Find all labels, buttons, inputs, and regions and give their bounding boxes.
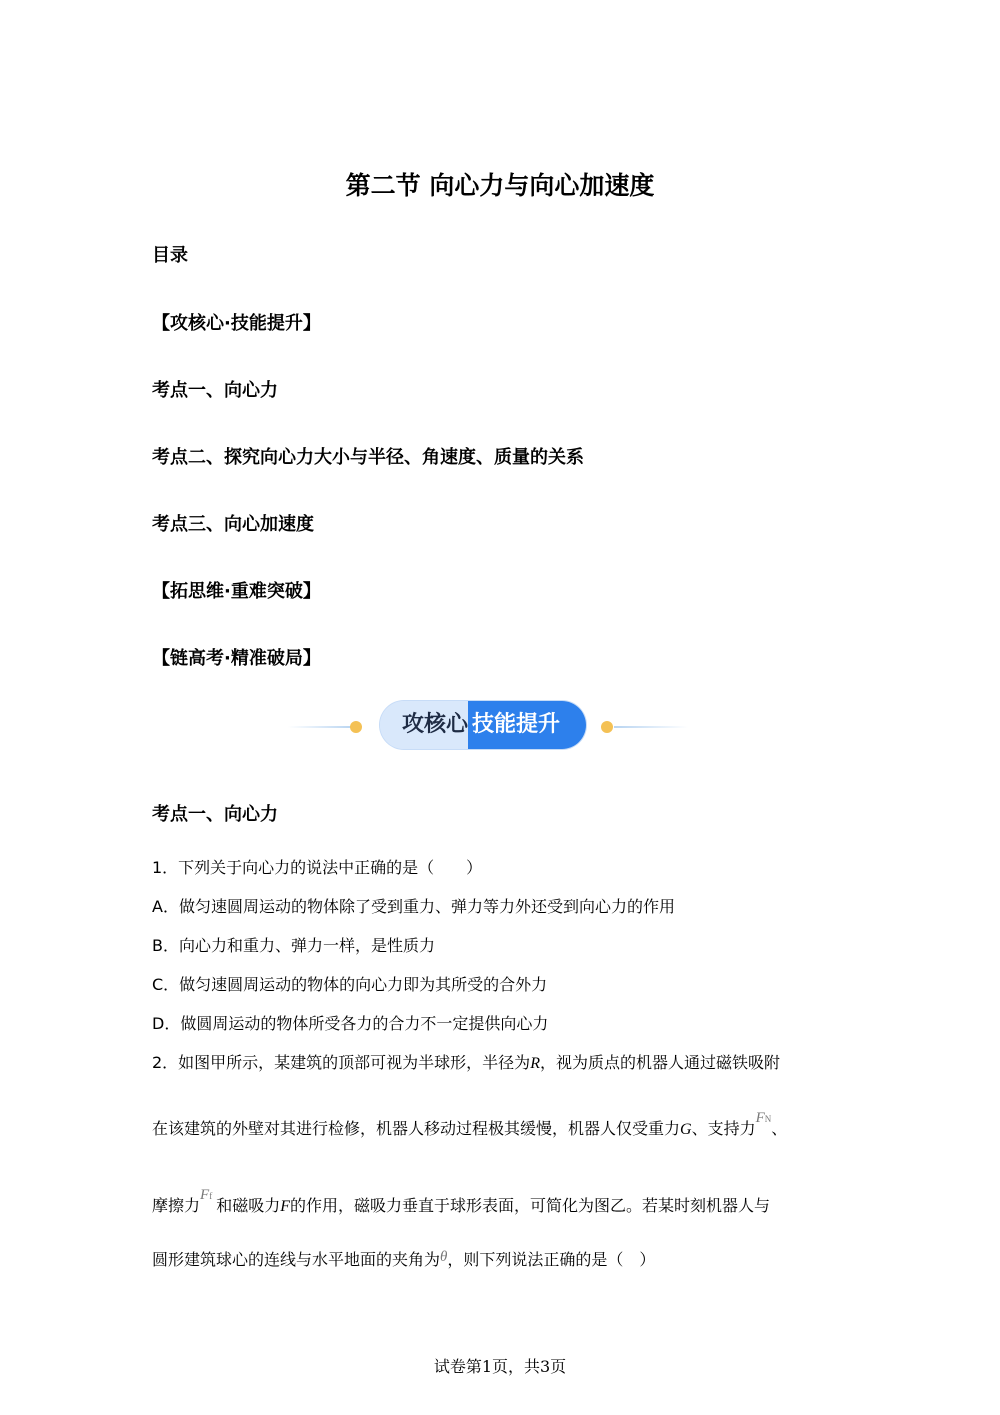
question-1-stem: 1．下列关于向心力的说法中正确的是（ ） [152, 858, 483, 877]
symbol-ff: Ff [200, 1187, 213, 1203]
section-heading: 考点一、向心力 [152, 804, 278, 825]
page-title: 第二节 向心力与向心加速度 [345, 171, 655, 200]
banner-pill [380, 701, 586, 749]
question-2-line-2: 在该建筑的外壁对其进行检修，机器人移动过程极其缓慢，机器人仅受重力G、支持力FN、 [152, 1110, 788, 1138]
question-1-option-b: B．向心力和重力、弹力一样，是性质力 [152, 936, 435, 955]
symbol-theta: θ [440, 1249, 448, 1265]
toc-item[interactable]: 考点一、向心力 [152, 380, 278, 401]
banner-right-label: 技能提升 [468, 701, 586, 749]
toc-item[interactable]: 【链高考·精准破局】 [152, 648, 321, 669]
question-2-line-4: 圆形建筑球心的连线与水平地面的夹角为θ，则下列说法正确的是（ ） [152, 1249, 656, 1269]
banner-line-left [288, 726, 354, 728]
toc-item[interactable]: 【攻核心·技能提升】 [152, 313, 321, 334]
toc-item[interactable]: 考点三、向心加速度 [152, 514, 314, 535]
question-1-option-d: D．做圆周运动的物体所受各力的合力不一定提供向心力 [152, 1014, 549, 1033]
banner-dot-left [350, 721, 362, 733]
section-banner [288, 698, 688, 754]
banner-dot-right [601, 721, 613, 733]
symbol-fn: FN [755, 1110, 772, 1126]
toc-heading: 目录 [152, 245, 188, 266]
banner-line-right [614, 726, 688, 728]
question-2-line-1: 2．如图甲所示，某建筑的顶部可视为半球形，半径为R，视为质点的机器人通过磁铁吸附 [152, 1053, 780, 1072]
toc-item[interactable]: 考点二、探究向心力大小与半径、角速度、质量的关系 [152, 447, 584, 468]
question-2-line-3: 摩擦力Ff 和磁吸力F的作用，磁吸力垂直于球形表面，可简化为图乙。若某时刻机器人与 [152, 1187, 770, 1215]
question-1-option-a: A．做匀速圆周运动的物体除了受到重力、弹力等力外还受到向心力的作用 [152, 897, 675, 916]
banner-left-label: 攻核心 [380, 701, 470, 749]
question-1-option-c: C．做匀速圆周运动的物体的向心力即为其所受的合外力 [152, 975, 548, 994]
toc-item[interactable]: 【拓思维·重难突破】 [152, 581, 321, 602]
page-footer: 试卷第1页，共3页 [433, 1357, 567, 1376]
